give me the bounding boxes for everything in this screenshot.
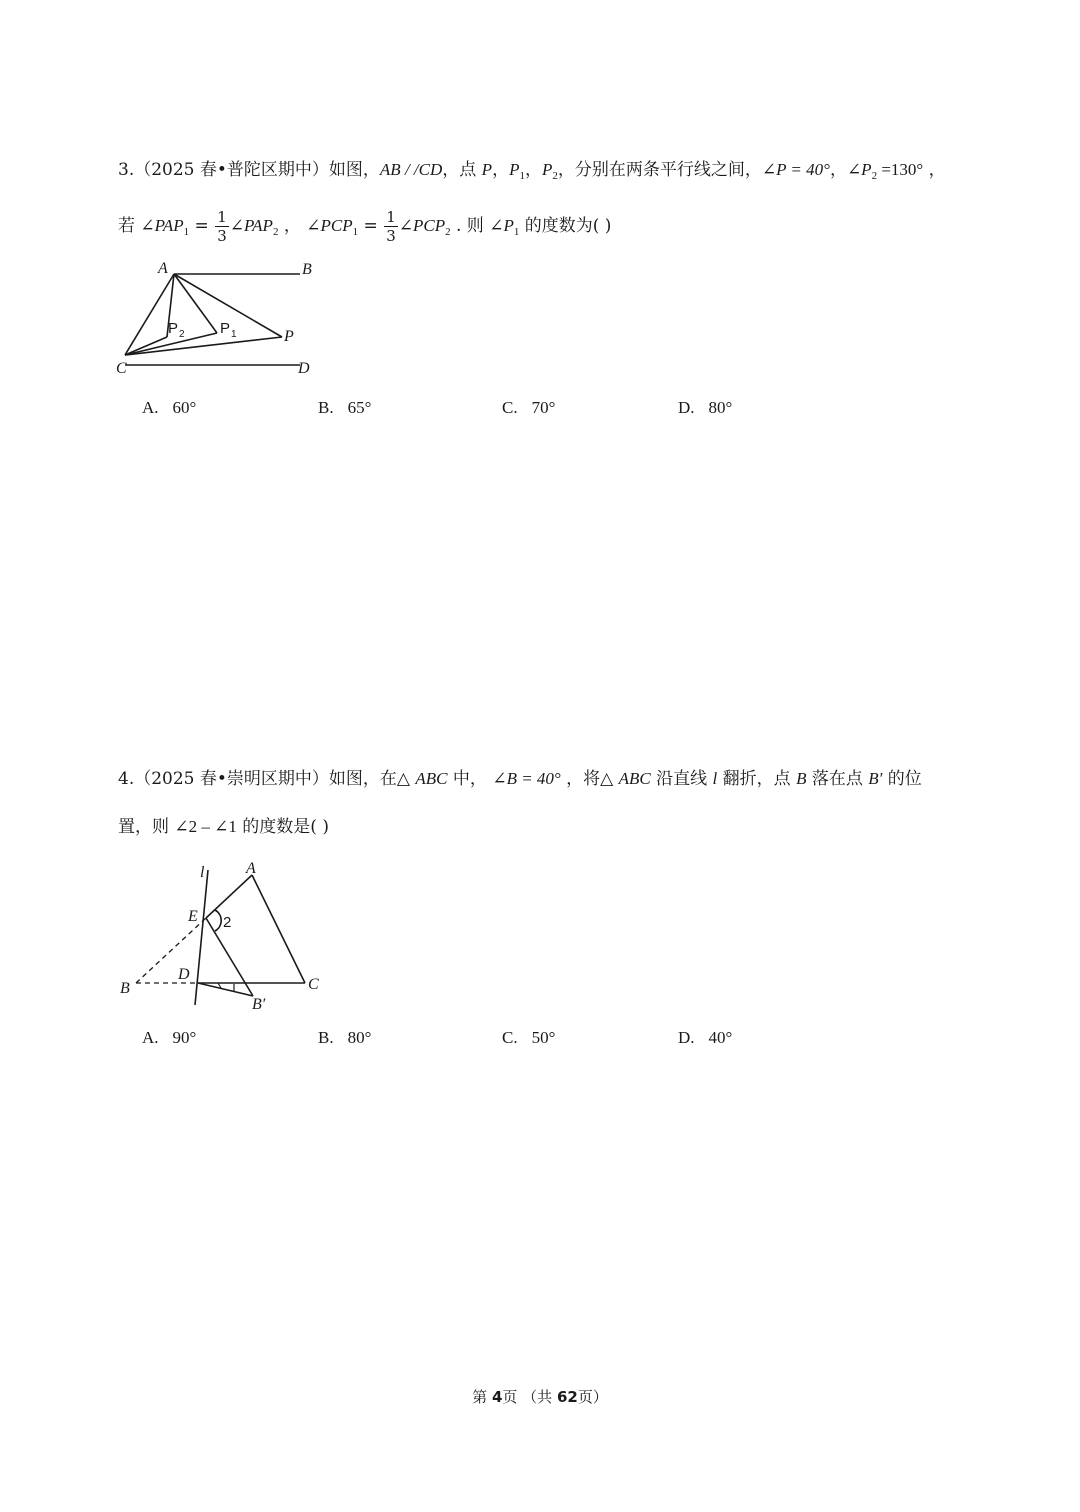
q4-end: 的位 bbox=[882, 769, 922, 789]
q4-line-2 bbox=[118, 815, 329, 839]
q3-point-p2: $P_2$ bbox=[541, 160, 558, 182]
q4-label-c: C bbox=[308, 976, 319, 993]
q4-abc: ABC bbox=[415, 769, 448, 788]
q3-cond2-right: $\angle PCP_2$ bbox=[398, 216, 451, 238]
q3-point-p: P bbox=[481, 160, 493, 179]
q3-label-p1-sub: 1 bbox=[231, 329, 237, 340]
q3-parallel: AB / /CD bbox=[379, 160, 443, 179]
q4-mid2: ，将△ bbox=[560, 769, 619, 789]
q3-line-1 bbox=[118, 158, 946, 188]
q3-sep-1: ， bbox=[492, 160, 510, 180]
q4-prefix: 4.（2025 春•崇明区期中）如图，在△ bbox=[118, 769, 416, 789]
q3-cond2-left: $\angle PCP_1$ bbox=[306, 216, 359, 238]
q4-seg-ea bbox=[206, 875, 252, 918]
q3-label-d: D bbox=[298, 360, 310, 377]
q3-ask-angle: $\angle P_1$ bbox=[489, 216, 520, 238]
q3-sep-2: ， bbox=[524, 160, 542, 180]
q4-mid1: 中， bbox=[447, 769, 493, 789]
q3-figure bbox=[110, 255, 330, 380]
q3-label-p: P bbox=[284, 328, 294, 345]
q3-label-b: B bbox=[302, 261, 312, 278]
q3-prefix: 3.（2025 春•普陀区期中）如图， bbox=[118, 160, 380, 180]
q4-label-a: A bbox=[246, 860, 256, 877]
q3-label-p2-sub: 2 bbox=[179, 329, 185, 340]
q3-between: ，分别在两条平行线之间， bbox=[557, 160, 762, 180]
q3-angle-p2: $\angle P_2 =130^\circ$ bbox=[846, 160, 924, 182]
q4-point-b: B bbox=[796, 769, 807, 788]
q3-label-p1: P bbox=[220, 320, 231, 337]
q4-mid5: 落在点 bbox=[806, 769, 869, 789]
q3-option-d[interactable]: D. 80° bbox=[678, 398, 733, 417]
q4-mid4: 翻折，点 bbox=[717, 769, 797, 789]
q4-option-a[interactable]: A. 90° bbox=[142, 1028, 197, 1047]
page-footer: 第 4页 （共 62页） bbox=[472, 1388, 608, 1406]
q4-expression: ∠2 – ∠1 bbox=[174, 817, 237, 836]
q3-eq-2: = bbox=[358, 216, 384, 236]
q3-ask-post: 的度数为( ) bbox=[519, 216, 612, 236]
q3-angle-p: ∠P = 40° bbox=[761, 160, 830, 179]
q3-fraction-2: $\frac{1}{3}$ bbox=[386, 208, 396, 245]
q4-angle-2-arc bbox=[215, 910, 221, 931]
page-number: 4 bbox=[491, 1388, 503, 1406]
q3-end: ， bbox=[923, 160, 946, 180]
q4-label-2: 2 bbox=[223, 914, 232, 931]
q3-line2-start: 若 bbox=[118, 216, 141, 236]
q3-seg-cp bbox=[125, 337, 282, 355]
q3-seg-ap1 bbox=[174, 274, 217, 333]
q3-seg-ac bbox=[125, 274, 174, 355]
q4-abc-2: ABC bbox=[618, 769, 651, 788]
q3-option-b[interactable]: B. 65° bbox=[318, 398, 372, 417]
q4-line2-end: 的度数是( ) bbox=[236, 817, 329, 837]
q3-option-c[interactable]: C. 70° bbox=[502, 398, 556, 417]
q4-label-b: B bbox=[120, 980, 130, 997]
page-total: 62 bbox=[556, 1388, 578, 1406]
q4-angle-b: ∠B = 40° bbox=[492, 769, 561, 788]
q4-label-d: D bbox=[178, 966, 190, 983]
q4-seg-db-prime bbox=[198, 983, 253, 996]
q3-mid: ， bbox=[278, 216, 307, 236]
q4-seg-ac bbox=[252, 875, 305, 983]
q3-line-2 bbox=[118, 208, 611, 245]
q4-label-b-prime: B′ bbox=[252, 996, 266, 1013]
q4-mid3: 沿直线 bbox=[650, 769, 713, 789]
q4-option-c[interactable]: C. 50° bbox=[502, 1028, 556, 1047]
q4-label-l: l bbox=[200, 864, 205, 881]
q3-option-a[interactable]: A. 60° bbox=[142, 398, 197, 417]
q3-label-p2: P bbox=[168, 320, 179, 337]
q3-label-a: A bbox=[158, 260, 168, 277]
q4-line2-start: 置，则 bbox=[118, 817, 175, 837]
q3-cond1-right: $\angle PAP_2$ bbox=[229, 216, 279, 238]
q4-line-1 bbox=[118, 767, 922, 791]
q4-option-b[interactable]: B. 80° bbox=[318, 1028, 372, 1047]
q4-point-b-prime: B' bbox=[868, 769, 883, 788]
q3-fraction-1: $\frac{1}{3}$ bbox=[217, 208, 227, 245]
q4-dashed-be bbox=[136, 918, 206, 983]
q3-comma: ， bbox=[829, 160, 847, 180]
q3-label-c: C bbox=[116, 360, 127, 377]
q4-line-l: l bbox=[712, 769, 718, 788]
q4-figure bbox=[110, 855, 340, 1015]
q3-point-p1: $P_1$ bbox=[509, 160, 525, 182]
q4-option-d[interactable]: D. 40° bbox=[678, 1028, 733, 1047]
q3-text: ，点 bbox=[442, 160, 482, 180]
q3-ask-pre: . 则 bbox=[450, 216, 490, 236]
q3-cond1-left: $\angle PAP_1$ bbox=[140, 216, 190, 238]
q4-label-e: E bbox=[188, 908, 198, 925]
q3-eq-1: = bbox=[189, 216, 215, 236]
